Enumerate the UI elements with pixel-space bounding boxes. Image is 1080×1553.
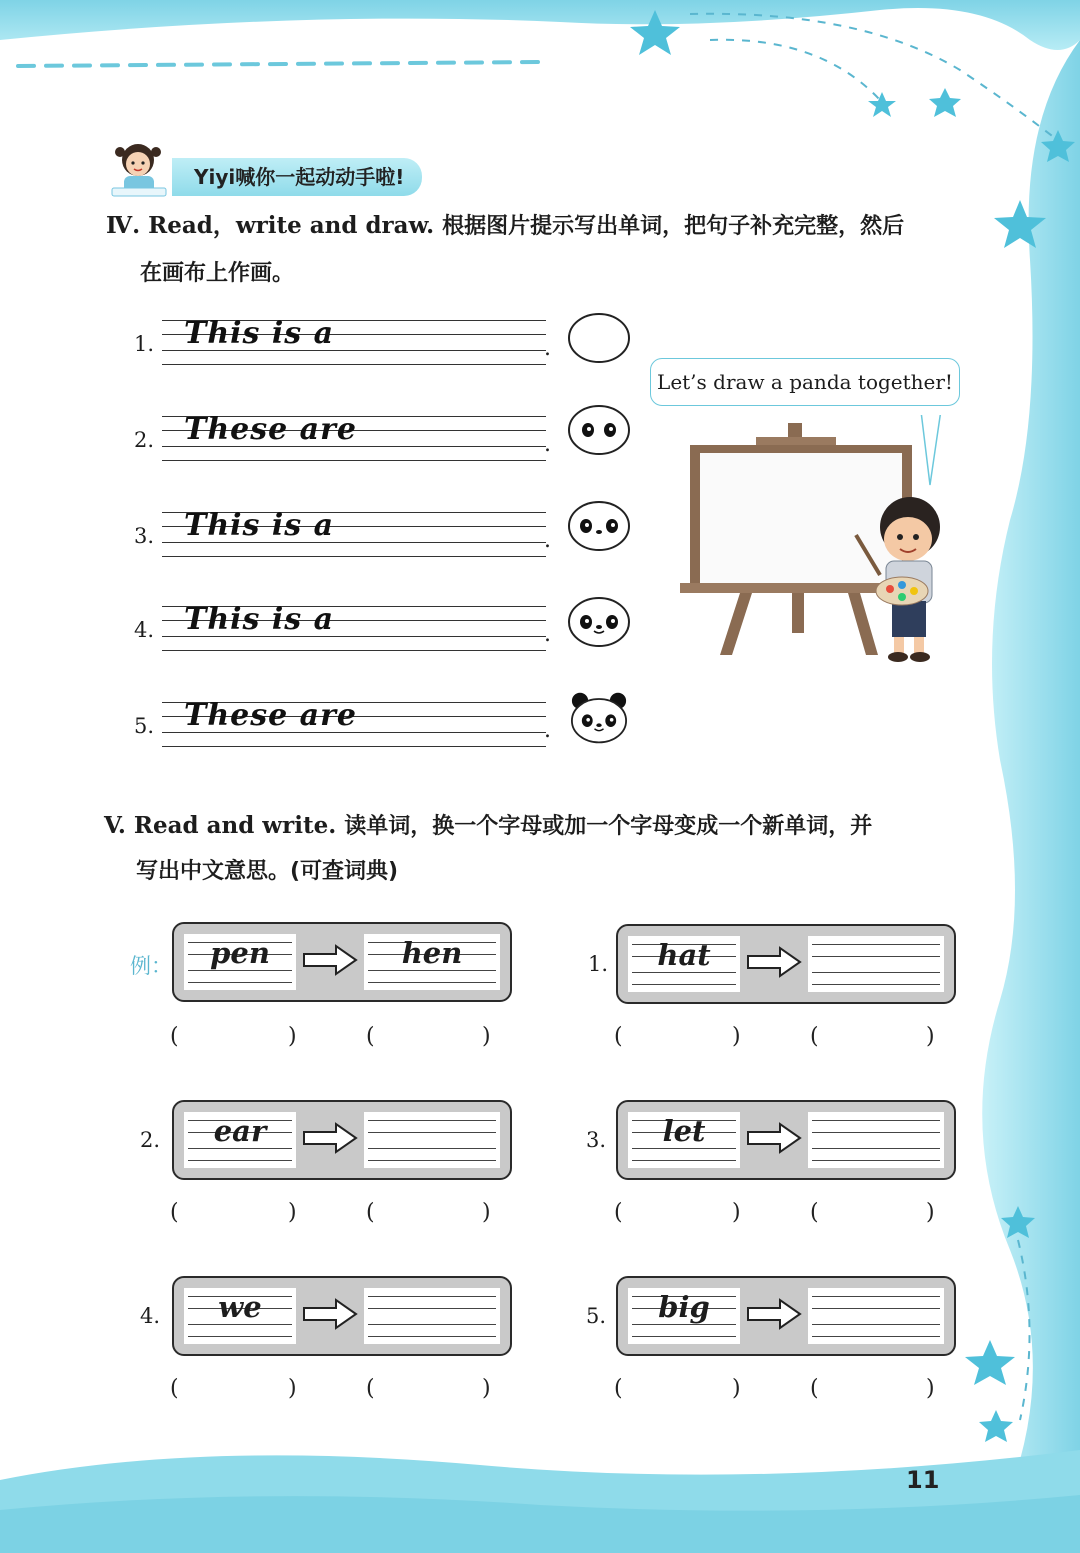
item-number: 3. (586, 1128, 607, 1152)
item-number: 1. (588, 952, 609, 976)
panda-full-face-icon (566, 690, 632, 746)
target-word-cell (364, 934, 500, 990)
answer-word-cell[interactable] (808, 1288, 944, 1344)
item-number: 2. (140, 1128, 161, 1152)
source-word: we (218, 1290, 262, 1324)
source-word-cell (628, 1288, 740, 1344)
answer-word-cell[interactable] (808, 936, 944, 992)
period: . (544, 718, 551, 743)
writing-lines[interactable] (162, 700, 546, 746)
source-word: hat (657, 938, 711, 972)
example-label: 例： (130, 954, 172, 978)
word-change-box-1 (616, 924, 956, 1004)
speech-bubble: Let’s draw a panda together! (650, 358, 960, 406)
section4-heading-en: Ⅳ. Read，write and draw. (106, 212, 435, 239)
sentence-prompt: These are (184, 412, 357, 447)
sentence-prompt: These are (184, 698, 357, 733)
period: . (544, 336, 551, 361)
girl-mascot-icon (104, 138, 174, 202)
source-word-cell (184, 1288, 296, 1344)
answer-word-cell[interactable] (364, 1288, 500, 1344)
item-number: 4. (134, 618, 155, 642)
word-change-box-5 (616, 1276, 956, 1356)
answer-word-cell[interactable] (364, 1112, 500, 1168)
item-number: 3. (134, 524, 155, 548)
arrow-right-icon (302, 1298, 358, 1330)
item-number: 5. (586, 1304, 607, 1328)
section5-heading-en: V. Read and write. (104, 812, 337, 839)
boy-painting-easel-illustration (680, 415, 980, 675)
source-word: big (658, 1290, 710, 1324)
source-word-cell (628, 936, 740, 992)
sentence-prompt: This is a (184, 316, 335, 351)
source-word-cell (628, 1112, 740, 1168)
word-change-box-3 (616, 1100, 956, 1180)
item-number: 4. (140, 1304, 161, 1328)
arrow-right-icon (746, 1122, 802, 1154)
writing-lines[interactable] (162, 604, 546, 650)
period: . (544, 432, 551, 457)
writing-lines[interactable] (162, 414, 546, 460)
period: . (544, 528, 551, 553)
word-change-box-example (172, 922, 512, 1002)
page-number: 11 (906, 1466, 940, 1494)
writing-lines[interactable] (162, 318, 546, 364)
answer-word-cell[interactable] (808, 1112, 944, 1168)
section4-heading-cn: 根据图片提示写出单词，把句子补充完整，然后 (442, 214, 905, 239)
sentence-prompt: This is a (184, 508, 335, 543)
sentence-prompt: This is a (184, 602, 335, 637)
source-word: ear (213, 1114, 267, 1148)
source-word-cell (184, 934, 296, 990)
arrow-right-icon (746, 946, 802, 978)
item-number: 2. (134, 428, 155, 452)
word-change-box-4 (172, 1276, 512, 1356)
target-word: hen (401, 936, 463, 970)
workbook-page: Yiyi喊你一起动动手啦! Ⅳ. Read，write and draw. 根据图片提示写出单词，把句子补充完整，然后 在画布上作画。 1. This is a . 2. These are . 3. This is a . 4. This is a . 5. These are . Let’s draw a panda together! V. Read and write. 读单词，换一个字母或加一个字母变成一个新单词，并 写出中文意思。(可查词典) 例： pen hen ( ) ( ) 1. hat ( ) ( ) 2. ear ( ) ( ) 3. let ( ) ( ) 4. we ( ) ( ) 5. big ( ) ( ) 11 (0, 0, 1080, 1553)
blank-face-icon (566, 310, 632, 366)
panda-eyes-face-icon (566, 402, 632, 458)
section4-heading-cn2: 在画布上作画。 (140, 261, 295, 286)
item-number: 1. (134, 332, 155, 356)
arrow-right-icon (746, 1298, 802, 1330)
arrow-right-icon (302, 944, 358, 976)
panda-nose-face-icon (566, 498, 632, 554)
panda-mouth-face-icon (566, 594, 632, 650)
source-word: let (662, 1114, 706, 1148)
source-word: pen (210, 936, 270, 970)
arrow-right-icon (302, 1122, 358, 1154)
activity-banner: Yiyi喊你一起动动手啦! (172, 158, 422, 196)
word-change-box-2 (172, 1100, 512, 1180)
section5-heading-cn2: 写出中文意思。(可查词典) (136, 859, 399, 884)
writing-lines[interactable] (162, 510, 546, 556)
source-word-cell (184, 1112, 296, 1168)
section5-heading (104, 806, 872, 847)
section5-heading-cn: 读单词，换一个字母或加一个字母变成一个新单词，并 (344, 814, 873, 839)
section4-heading (106, 206, 904, 247)
item-number: 5. (134, 714, 155, 738)
period: . (544, 622, 551, 647)
